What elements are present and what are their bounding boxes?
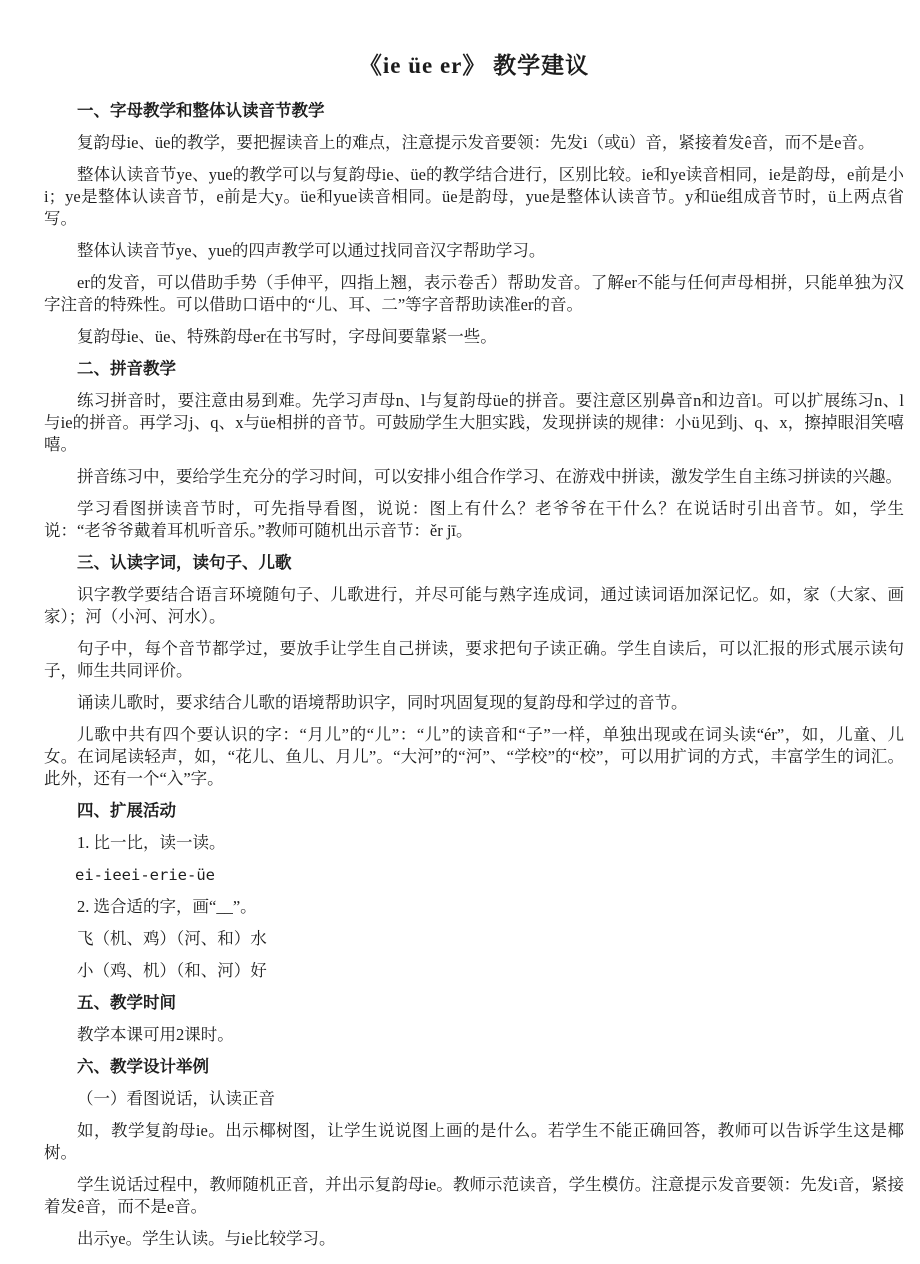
section-heading-6: 六、教学设计举例 [77,1057,209,1076]
subsection-heading: （一）看图说话，认读正音 [77,1089,275,1108]
list-item: 1. 比一比，读一读。 [77,833,226,852]
paragraph: 出示ye。学生认读。与ie比较学习。 [77,1229,336,1248]
paragraph: 儿歌中共有四个要认识的字：“月儿”的“儿”：“儿”的读音和“子”一样，单独出现或在词头读“ér”，如，儿童、儿女。在词尾读轻声，如，“花儿、鱼儿、月儿”。“大河”的“河”、“学校”的“校”，可以用扩词的方式，丰富学生的词汇。此外，还有一个“入”字。 [44,725,904,788]
paragraph: 复韵母ie、üe、特殊韵母er在书写时，字母间要靠紧一些。 [77,327,497,346]
exercise-line: 飞（机、鸡）（河、和）水 [77,929,267,948]
paragraph: 学习看图拼读音节时，可先指导看图，说说：图上有什么？老爷爷在干什么？在说话时引出音节。如，学生说：“老爷爷戴着耳机听音乐。”教师可随机出示音节：ěr jī。 [44,499,904,540]
paragraph: 句子中，每个音节都学过，要放手让学生自己拼读，要求把句子读正确。学生自读后，可以汇报的形式展示读句子，师生共同评价。 [44,639,904,680]
paragraph: 如，教学复韵母ie。出示椰树图，让学生说说图上画的是什么。若学生不能正确回答，教师可以告诉学生这是椰树。 [44,1121,904,1162]
paragraph: 复韵母ie、üe的教学，要把握读音上的难点，注意提示发音要领：先发i（或ü）音，紧接着发ê音，而不是e音。 [77,133,875,152]
paragraph: 教学本课可用2课时。 [77,1025,234,1044]
document-title: 《ie üe er》 教学建议 [358,53,590,78]
exercise-line: 小（鸡、机）（和、河）好 [77,961,267,980]
section-heading-2: 二、拼音教学 [77,359,176,378]
section-heading-1: 一、字母教学和整体认读音节教学 [77,101,325,120]
paragraph: 拼音练习中，要给学生充分的学习时间，可以安排小组合作学习、在游戏中拼读，激发学生自主练习拼读的兴趣。 [77,467,902,486]
section-heading-5: 五、教学时间 [77,993,176,1012]
paragraph: 整体认读音节ye、yue的教学可以与复韵母ie、üe的教学结合进行，区别比较。ie和ye读音相同，ie是韵母，e前是小i；ye是整体认读音节，e前是大y。üe和yue读音相同。üe是韵母，yue是整体认读音节。y和üe组成音节时，ü上两点省写。 [44,165,904,228]
paragraph: 整体认读音节ye、yue的四声教学可以通过找同音汉字帮助学习。 [77,241,546,260]
paragraph: er的发音，可以借助手势（手伸平，四指上翘，表示卷舌）帮助发音。了解er不能与任何声母相拼，只能单独为汉字注音的特殊性。可以借助口语中的“儿、耳、二”等字音帮助读准er的音。 [44,273,904,314]
list-item: 2. 选合适的字，画“__”。 [77,897,257,916]
section-heading-4: 四、扩展活动 [77,801,176,820]
section-heading-3: 三、认读字词，读句子、儿歌 [77,553,292,572]
paragraph: 学生说话过程中，教师随机正音，并出示复韵母ie。教师示范读音，学生模仿。注意提示发音要领：先发i音，紧接着发ê音，而不是e音。 [44,1175,904,1216]
paragraph: 识字教学要结合语言环境随句子、儿歌进行，并尽可能与熟字连成词，通过读词语加深记忆。如，家（大家、画家）；河（小河、河水）。 [44,585,904,626]
pinyin-compare-line: ei-ieei-erie-üe [75,866,215,884]
paragraph: 练习拼音时，要注意由易到难。先学习声母n、l与复韵母üe的拼音。要注意区别鼻音n和边音l。可以扩展练习n、l与ie的拼音。再学习j、q、x与üe相拼的音节。可鼓励学生大胆实践，发现拼读的规律：小ü见到j、q、x，擦掉眼泪笑嘻嘻。 [44,391,904,454]
paragraph: 诵读儿歌时，要求结合儿歌的语境帮助识字，同时巩固复现的复韵母和学过的音节。 [77,693,688,712]
